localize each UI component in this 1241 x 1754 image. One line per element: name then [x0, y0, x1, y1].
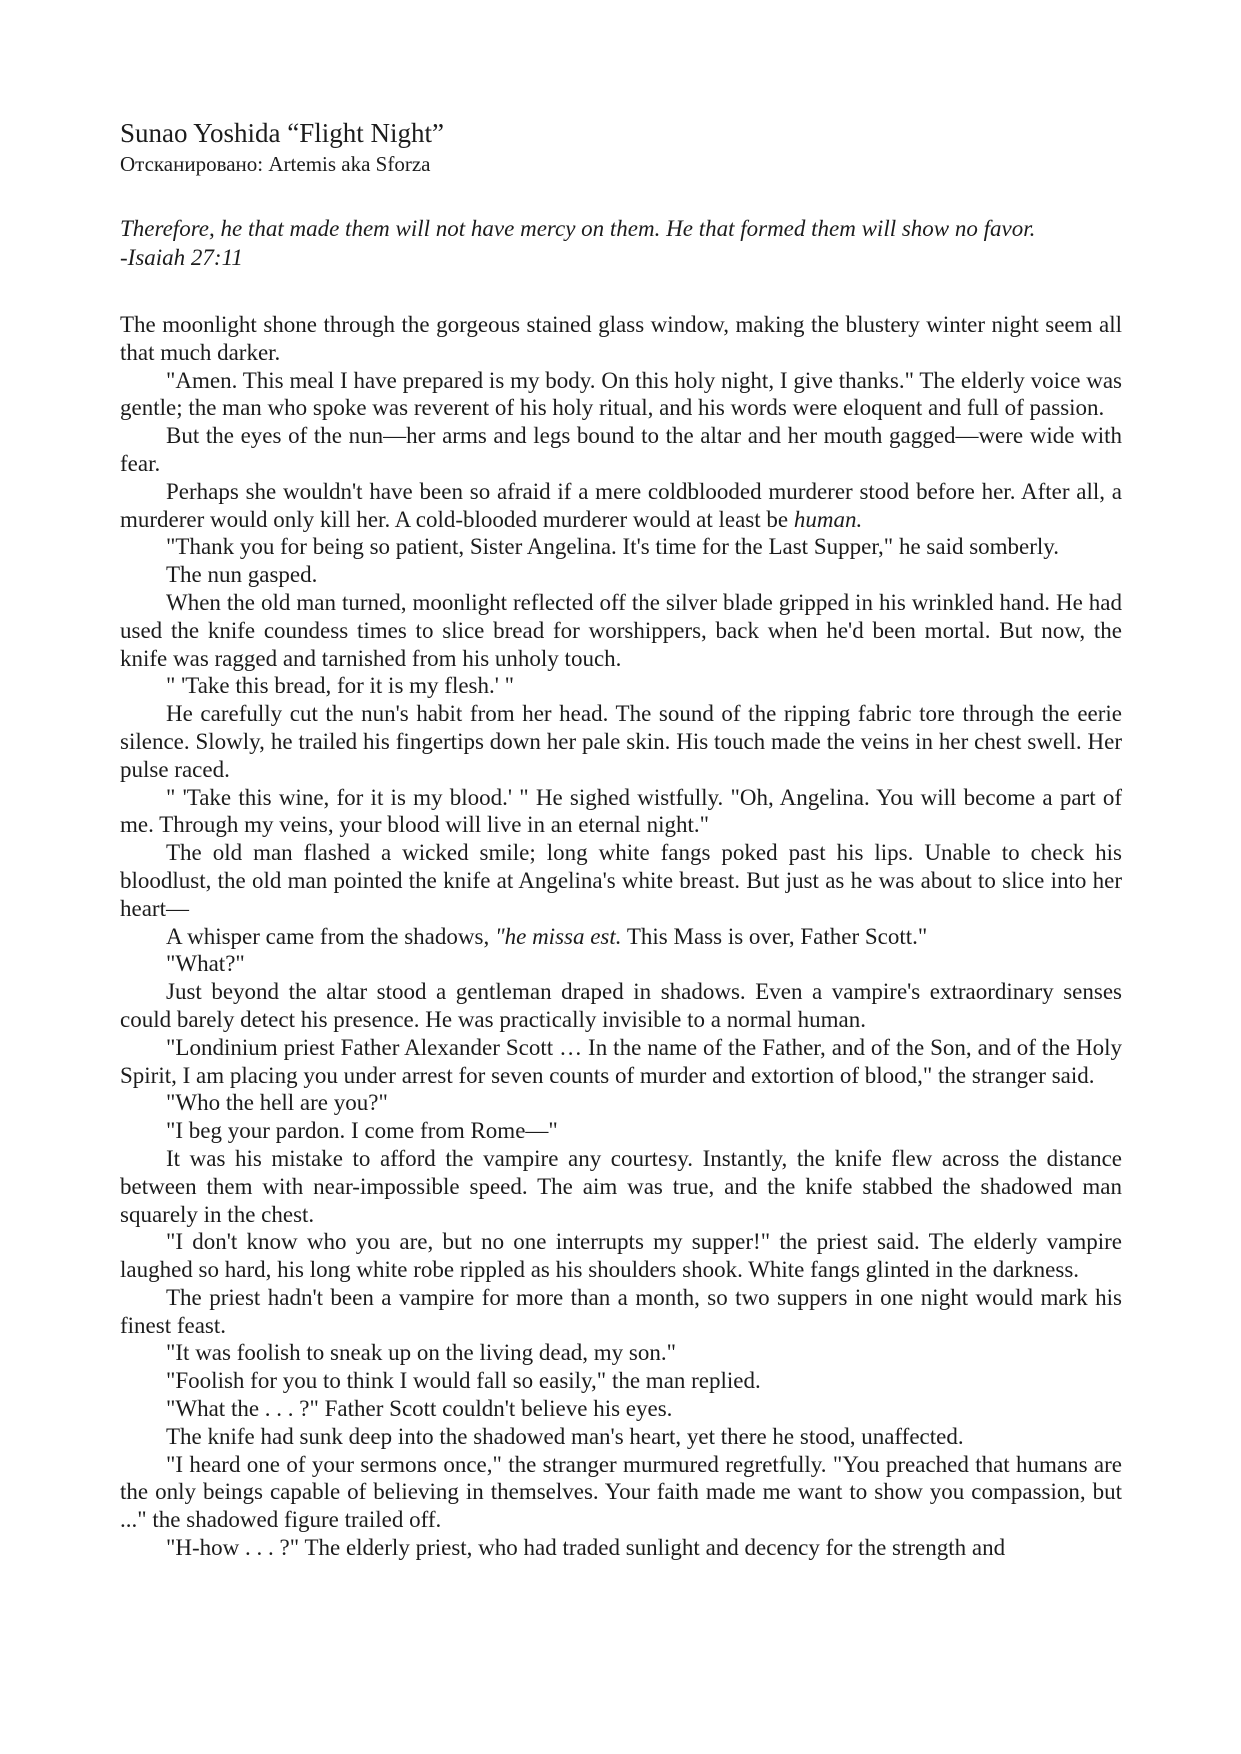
paragraph: But the eyes of the nun—her arms and legs bound to the altar and her mouth gagged—were wide with fear. [120, 423, 1122, 476]
paragraph: "Who the hell are you?" [166, 1090, 388, 1116]
paragraph: The priest hadn't been a vampire for more than a month, so two suppers in one night would mark his finest feast. [120, 1284, 1122, 1338]
paragraph: "Amen. This meal I have prepared is my body. On this holy night, I give thanks." The elderly voice was gentle; the man who spoke was reverent of his holy ritual, and his words were eloquent and full of passion. [120, 367, 1122, 421]
epigraph-quote: Therefore, he that made them will not have mercy on them. He that formed them will show no favor. [120, 216, 1036, 241]
scan-credit: Отсканировано: Artemis aka Sforza [120, 152, 431, 176]
document-page [120, 116, 1122, 1562]
paragraph-text: Perhaps she wouldn't have been so afraid if a mere coldblooded murderer stood before her. After all, a murderer would only kill her. A cold-blooded murderer would at least be [120, 478, 1122, 532]
paragraph: Just beyond the altar stood a gentleman draped in shadows. Even a vampire's extraordinary senses could barely detect his presence. He was practically invisible to a normal human. [120, 979, 1122, 1032]
paragraph: "It was foolish to sneak up on the living dead, my son." [166, 1340, 677, 1366]
paragraph: He carefully cut the nun's habit from her head. The sound of the ripping fabric tore through the eerie silence. Slowly, he trailed his fingertips down her pale skin. His touch made the veins in her chest swell. Her pulse raced. [120, 701, 1122, 782]
story-body [120, 311, 1122, 1562]
paragraph: "I beg your pardon. I come from Rome—" [166, 1118, 558, 1144]
paragraph: It was his mistake to afford the vampire any courtesy. Instantly, the knife flew across the distance between them with near-impossible speed. The aim was true, and the knife stabbed the shadowed man squarely in the chest. [120, 1145, 1122, 1227]
document-title: Sunao Yoshida “Flight Night” [120, 118, 445, 148]
paragraph: " 'Take this wine, for it is my blood.' " He sighed wistfully. "Oh, Angelina. You will become a part of me. Through my veins, your blood will live in an eternal night." [120, 784, 1122, 838]
emphasis: "he missa est. [494, 923, 622, 949]
epigraph [120, 214, 1122, 272]
paragraph: The moonlight shone through the gorgeous stained glass window, making the blustery winter night seem all that much darker. [120, 312, 1122, 365]
paragraph: "Londinium priest Father Alexander Scott … In the name of the Father, and of the Son, and of the Holy Spirit, I am placing you under arrest for seven counts of murder and extortion of blood," the stranger said. [120, 1034, 1122, 1088]
paragraph: "Thank you for being so patient, Sister Angelina. It's time for the Last Supper," he said somberly. [166, 534, 1060, 560]
paragraph: When the old man turned, moonlight reflected off the silver blade gripped in his wrinkled hand. He had used the knife coundess times to slice bread for worshippers, back when he'd been mortal. But now, the knife was ragged and tarnished from his unholy touch. [120, 589, 1122, 671]
emphasis: human. [793, 506, 863, 532]
paragraph: "Foolish for you to think I would fall so easily," the man replied. [166, 1368, 761, 1394]
paragraph: The nun gasped. [166, 562, 318, 588]
paragraph: The old man flashed a wicked smile; long white fangs poked past his lips. Unable to check his bloodlust, the old man pointed the knife at Angelina's white breast. But just as he was about to slice into her heart— [120, 840, 1122, 921]
paragraph-text: A whisper came from the shadows, [166, 923, 495, 949]
paragraph: "What?" [166, 951, 245, 977]
paragraph: "I don't know who you are, but no one interrupts my supper!" the priest said. The elderly vampire laughed so hard, his long white robe rippled as his shoulders shook. White fangs glinted in the darkness. [120, 1229, 1122, 1283]
paragraph: The knife had sunk deep into the shadowed man's heart, yet there he stood, unaffected. [166, 1423, 964, 1449]
paragraph: " 'Take this bread, for it is my flesh.' " [166, 673, 515, 699]
paragraph: "H-how . . . ?" The elderly priest, who had traded sunlight and decency for the strength and [166, 1535, 1006, 1561]
paragraph: "What the . . . ?" Father Scott couldn't believe his eyes. [166, 1396, 673, 1422]
paragraph-text: This Mass is over, Father Scott." [621, 923, 928, 949]
paragraph: "I heard one of your sermons once," the stranger murmured regretfully. "You preached that humans are the only beings capable of believing in themselves. Your faith made me want to show you compassion, but ..." the shadowed figure trailed off. [120, 1451, 1122, 1533]
paragraph [120, 478, 1122, 534]
paragraph [120, 923, 1122, 951]
epigraph-citation: -Isaiah 27:11 [120, 245, 243, 270]
